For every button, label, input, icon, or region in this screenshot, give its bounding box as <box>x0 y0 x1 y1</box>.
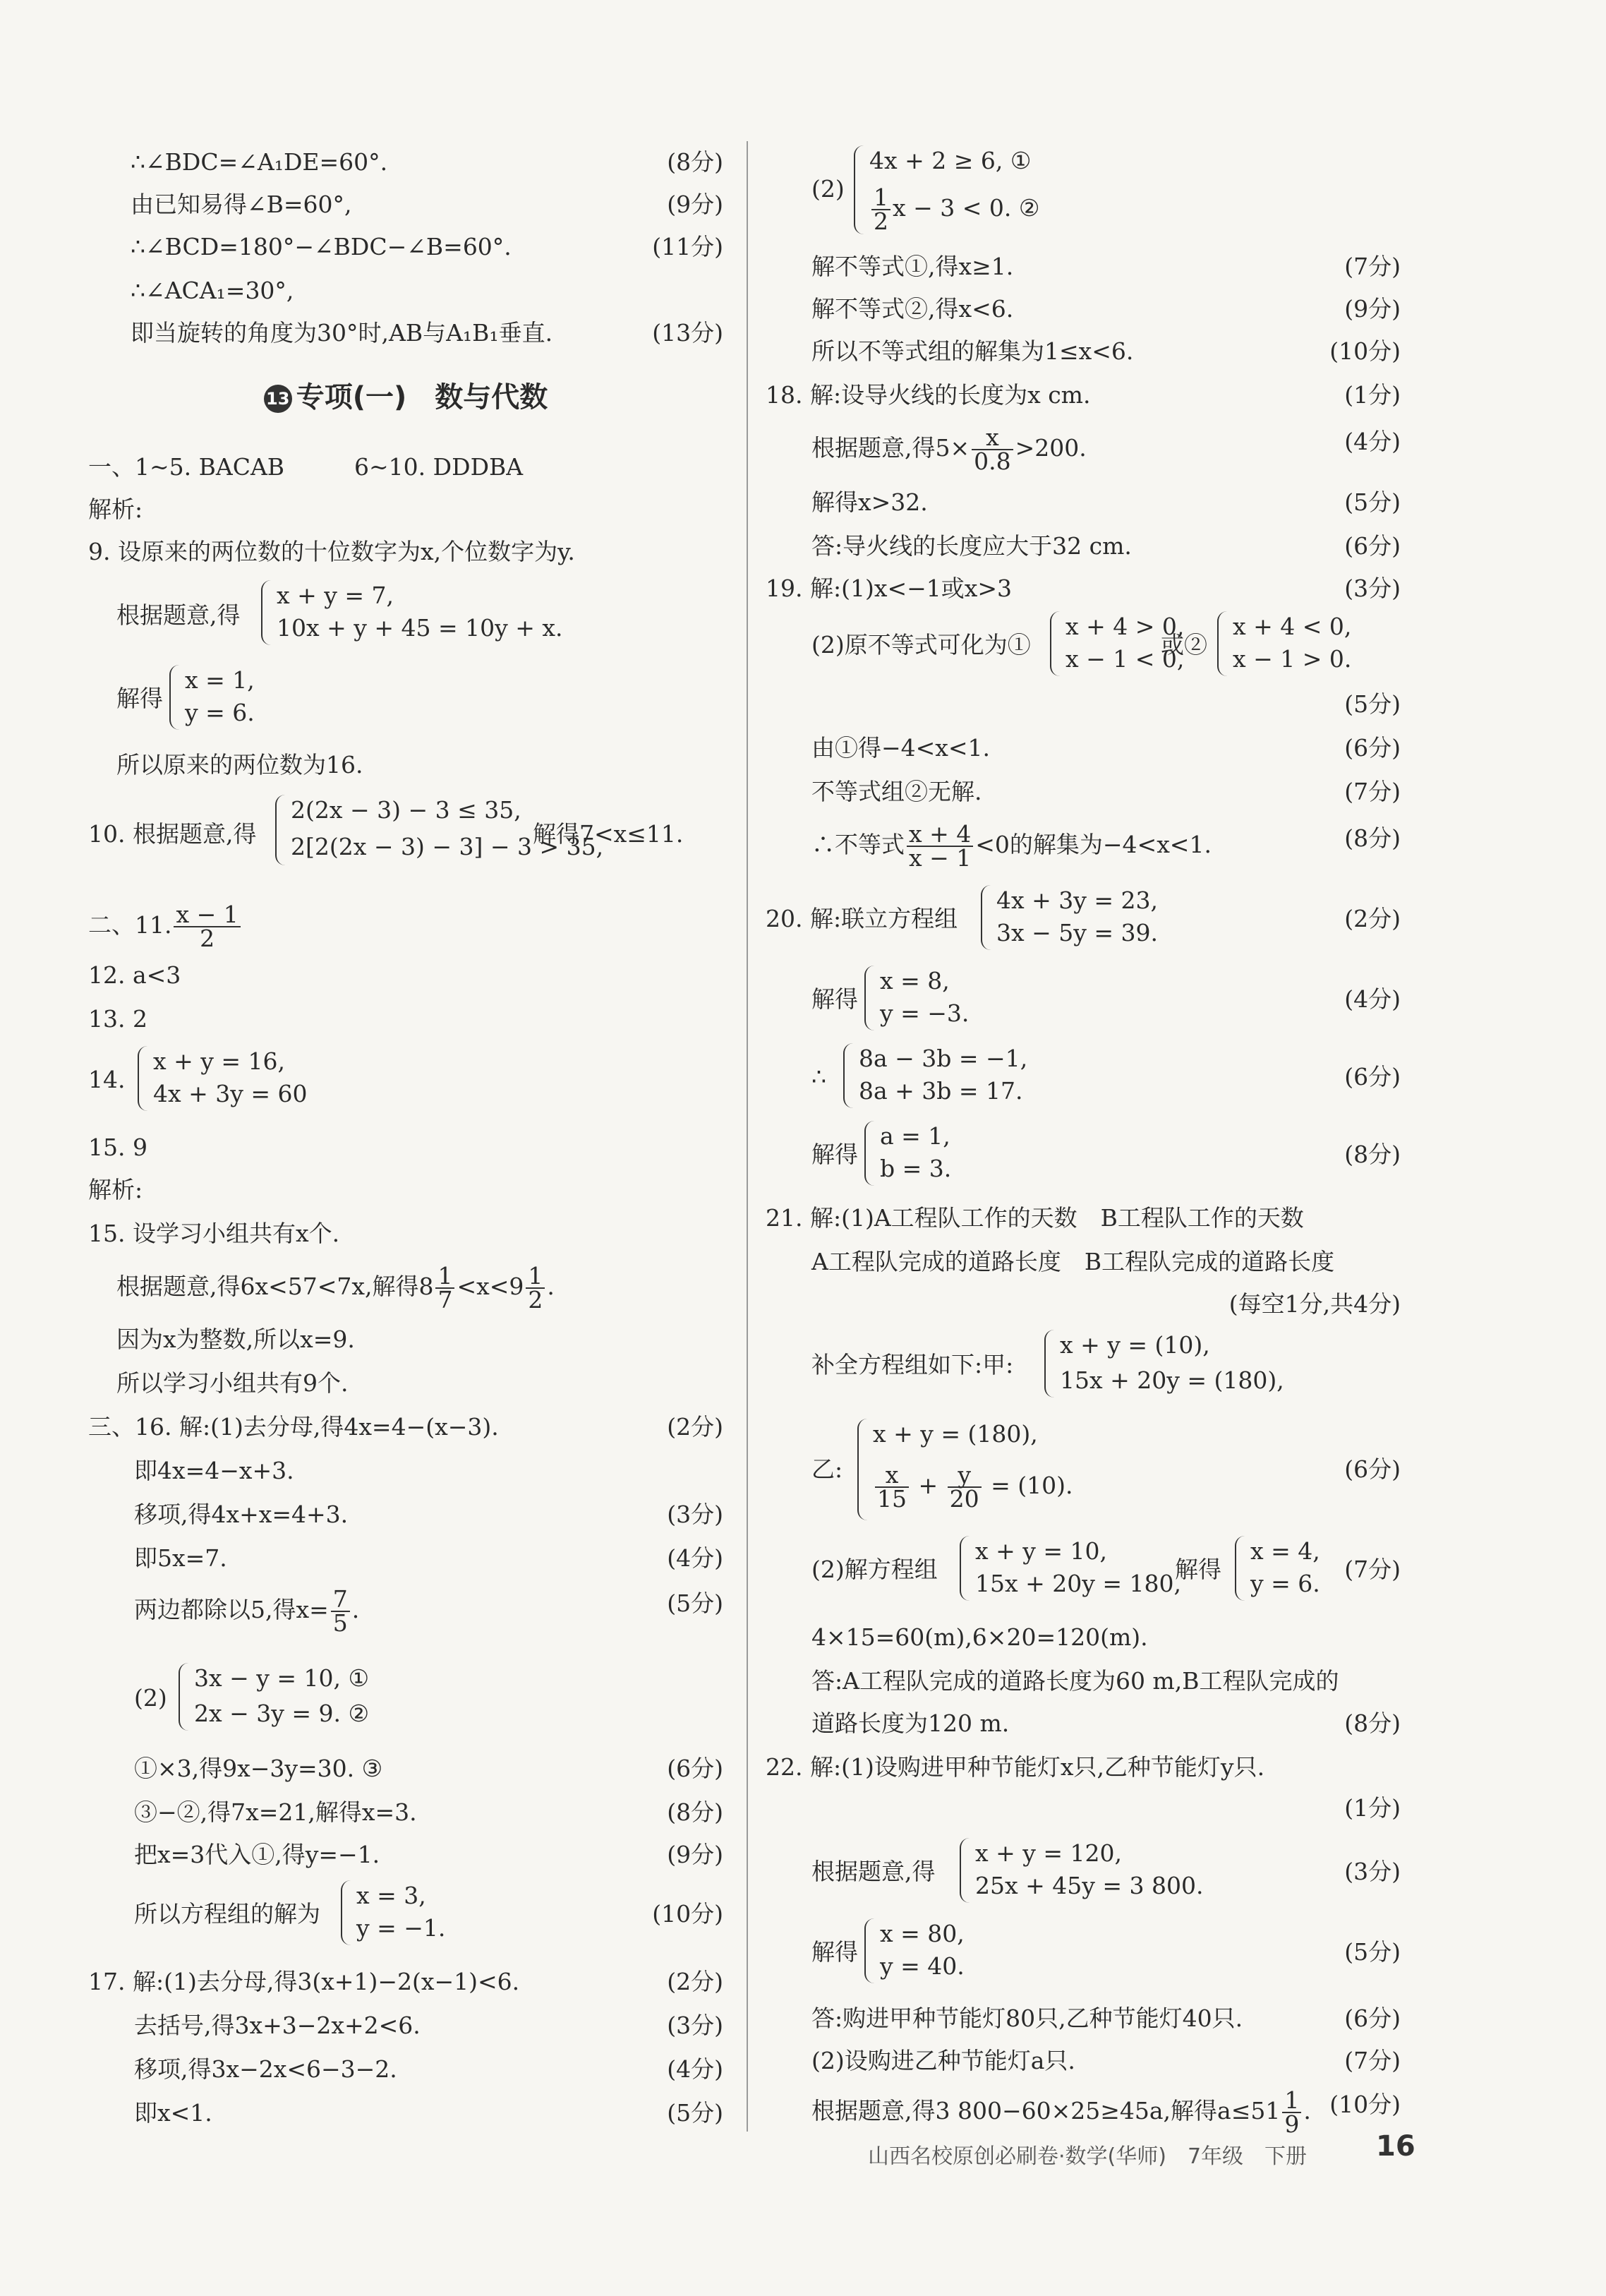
score: (每空1分,共4分) <box>1228 1290 1401 1318</box>
line-text: 解得 <box>811 1141 858 1168</box>
denominator: x − 1 <box>909 844 972 872</box>
line-text: 18. 解:设导火线的长度为x cm. <box>766 381 1091 409</box>
brace <box>261 580 272 645</box>
line-text: 道路长度为120 m. <box>811 1709 1010 1737</box>
equation-text: x − 3 < 0. ② <box>893 194 1040 222</box>
score: (4分) <box>667 1544 723 1572</box>
score: (5分) <box>1344 488 1401 516</box>
line-text: 15. 设学习小组共有x个. <box>88 1220 340 1247</box>
line-text: 移项,得4x+x=4+3. <box>134 1501 349 1528</box>
line-text: 21. 解:(1)A工程队工作的天数 B工程队工作的天数 <box>766 1204 1304 1232</box>
line-text: ∴ <box>811 1063 826 1090</box>
equation: x + y = (180), <box>873 1420 1038 1448</box>
line-text <box>811 423 1087 475</box>
equation-text: = (10). <box>991 1472 1073 1499</box>
line-text: ③−②,得7x=21,解得x=3. <box>134 1798 417 1826</box>
text-part: 两边都除以5,得x= <box>134 1596 329 1623</box>
line-text: 或② <box>1161 631 1207 659</box>
equation: x − 1 < 0, <box>1065 645 1185 673</box>
line-text: 解得 <box>811 985 858 1013</box>
denominator: 2 <box>528 1286 543 1314</box>
equation: y = 6. <box>1250 1570 1320 1597</box>
brace <box>169 665 181 730</box>
line-text: 9. 设原来的两位数的十位数字为x,个位数字为y. <box>88 538 575 565</box>
numerator: 1 <box>871 186 890 210</box>
line <box>88 1262 723 1314</box>
line-text: (2)解方程组 <box>811 1556 938 1583</box>
equation: x + y = (10), <box>1060 1331 1210 1359</box>
equation: 2[2(2x − 3) − 3] − 3 > 35, <box>291 833 604 860</box>
line-text: 根据题意,得 <box>811 1858 936 1885</box>
line-text: ①×3,得9x−3y=30. ③ <box>134 1755 383 1782</box>
text-part: . <box>351 1596 360 1623</box>
line-text: ∴∠ACA₁=30°, <box>131 277 294 304</box>
equation: 15x + 20y = (180), <box>1060 1366 1284 1394</box>
line-text: 答:购进甲种节能灯80只,乙种节能灯40只. <box>811 2005 1243 2032</box>
equation: 4x + 3y = 60 <box>153 1080 308 1107</box>
line-text <box>811 820 1212 872</box>
equation <box>869 186 1039 233</box>
brace <box>857 1419 869 1520</box>
brace <box>1044 1330 1056 1398</box>
score: (10分) <box>1329 337 1401 365</box>
denominator: 5 <box>332 1609 348 1637</box>
line-text: (2) <box>134 1684 167 1712</box>
denominator: 7 <box>437 1286 453 1314</box>
line-text: 即当旋转的角度为30°时,AB与A₁B₁垂直. <box>131 319 553 347</box>
equation: $\frac{x}{15}$ + $\frac{y}{20}$ = (10). <box>873 1464 1073 1510</box>
numerator: x <box>972 426 1013 450</box>
score: (8分) <box>667 1798 723 1826</box>
equation: a = 1, <box>880 1122 950 1150</box>
score: (2分) <box>667 1413 723 1441</box>
score: (9分) <box>667 191 723 218</box>
score: (10分) <box>652 1900 723 1928</box>
numerator: 1 <box>435 1265 454 1289</box>
line-text: 解得7<x≤11. <box>533 820 684 848</box>
page-number: 16 <box>1376 2130 1415 2163</box>
denominator: 2 <box>874 208 888 235</box>
score: (5分) <box>1344 1938 1401 1966</box>
line-text: 去括号,得3x+3−2x+2<6. <box>134 2012 421 2039</box>
equation: x = 3, <box>356 1882 426 1909</box>
line-text: 所以不等式组的解集为1≤x<6. <box>811 337 1134 365</box>
line-text: 15. 9 <box>88 1134 147 1161</box>
score: (6分) <box>1344 532 1401 560</box>
line-text: ∴∠BCD=180°−∠BDC−∠B=60°. <box>131 233 512 260</box>
line-text: 解析: <box>88 495 143 523</box>
text-part: 根据题意,得5× <box>811 434 970 462</box>
brace <box>843 1043 855 1108</box>
fraction <box>331 1585 350 1637</box>
line-text: 由已知易得∠B=60°, <box>131 191 352 218</box>
numerator: 7 <box>331 1588 350 1612</box>
score: (4分) <box>1344 428 1401 455</box>
equation: y = 6. <box>185 699 255 726</box>
equation: x + y = 120, <box>975 1839 1122 1867</box>
score: (1分) <box>1344 1794 1401 1822</box>
equation: x = 80, <box>880 1920 965 1947</box>
fraction <box>1282 2086 1301 2138</box>
equation: 3x − y = 10, ① <box>194 1664 370 1692</box>
section-title-text: 专项(一) 数与代数 <box>296 381 548 414</box>
section-badge: 13 <box>264 385 292 413</box>
line-text <box>88 903 243 950</box>
brace <box>138 1046 149 1111</box>
score: (8分) <box>1344 824 1401 852</box>
score: (1分) <box>1344 381 1401 409</box>
line-text: 17. 解:(1)去分母,得3(x+1)−2(x−1)<6. <box>88 1968 520 1995</box>
score: (10分) <box>1329 2091 1401 2118</box>
equation: 4x + 2 ≥ 6, ① <box>869 147 1032 174</box>
equation: x − 1 > 0. <box>1233 645 1352 673</box>
line-text: 20. 解:联立方程组 <box>766 905 958 932</box>
brace <box>1217 611 1228 676</box>
score: (7分) <box>1344 1556 1401 1583</box>
line-text: 由①得−4<x<1. <box>811 734 991 762</box>
denominator: 20 <box>949 1485 979 1513</box>
equation: x = 4, <box>1250 1537 1320 1565</box>
brace <box>341 1880 352 1945</box>
numerator: x − 1 <box>174 903 240 927</box>
line-text: 所以方程组的解为 <box>134 1900 320 1928</box>
text-part: 根据题意,得3 800−60×25≥45a,解得a≤51 <box>811 2097 1281 2124</box>
score: (4分) <box>1344 985 1401 1013</box>
brace <box>864 1918 876 1983</box>
line-text: 移项,得3x−2x<6−3−2. <box>134 2055 397 2083</box>
score: (5分) <box>1344 690 1401 718</box>
line <box>766 423 1401 475</box>
equation: 8a + 3b = 17. <box>859 1077 1023 1105</box>
equation: x + y = 10, <box>975 1537 1107 1565</box>
denominator: 0.8 <box>974 447 1011 475</box>
score: (13分) <box>652 319 723 347</box>
equation: 4x + 3y = 23, <box>996 886 1158 914</box>
line-text: 22. 解:(1)设购进甲种节能灯x只,乙种节能灯y只. <box>766 1753 1265 1781</box>
brace <box>1235 1536 1246 1601</box>
line-text: 解得 <box>811 1938 858 1966</box>
column-divider <box>747 141 748 2132</box>
score: (3分) <box>667 2012 723 2039</box>
fraction <box>526 1262 545 1314</box>
line-text: 19. 解:(1)x<−1或x>3 <box>766 575 1012 602</box>
score: (7分) <box>1344 778 1401 805</box>
equation: 2(2x − 3) − 3 ≤ 35, <box>291 796 521 824</box>
fraction <box>435 1262 454 1314</box>
line-text: 4×15=60(m),6×20=120(m). <box>811 1623 1148 1651</box>
line <box>88 1585 723 1637</box>
line-text: 10. 根据题意,得 <box>88 820 257 848</box>
line-text: 即x<1. <box>134 2099 212 2127</box>
equation: x + 4 < 0, <box>1233 613 1352 640</box>
line-text: 12. a<3 <box>88 961 181 989</box>
text-part: . <box>1303 2097 1311 2124</box>
line-text: 所以原来的两位数为16. <box>116 751 363 779</box>
line-text: 即5x=7. <box>134 1544 227 1572</box>
score: (2分) <box>667 1968 723 1995</box>
line-text: 乙: <box>811 1455 843 1483</box>
score: (3分) <box>667 1501 723 1528</box>
line-text: (2)原不等式可化为① <box>811 631 1031 659</box>
line-text <box>811 2086 1311 2138</box>
equation: x + 4 > 0, <box>1065 613 1185 640</box>
equation: 25x + 45y = 3 800. <box>975 1872 1204 1899</box>
line <box>766 2086 1401 2138</box>
score: (8分) <box>1344 1141 1401 1168</box>
fraction <box>907 820 973 872</box>
score: (6分) <box>1344 2005 1401 2032</box>
text-part: ∴不等式 <box>811 831 905 858</box>
equation: 10x + y + 45 = 10y + x. <box>277 614 563 642</box>
score: (11分) <box>652 233 723 260</box>
equation: y = 40. <box>880 1952 965 1980</box>
denominator: 2 <box>200 925 215 952</box>
equation: x = 1, <box>185 666 255 694</box>
line-text: 不等式组②无解. <box>811 778 982 805</box>
score: (3分) <box>1344 575 1401 602</box>
line-text: (2)设购进乙种节能灯a只. <box>811 2047 1075 2074</box>
score: (8分) <box>1344 1709 1401 1737</box>
line-text: 答:导火线的长度应大于32 cm. <box>811 532 1132 560</box>
text-part: 根据题意,得6x<57<7x,解得8 <box>116 1273 434 1300</box>
line-text: 一、1~5. BACAB 6~10. DDDBA <box>88 453 524 481</box>
line-text: 把x=3代入①,得y=−1. <box>134 1841 380 1868</box>
line-text <box>116 1262 555 1314</box>
numerator: y <box>948 1464 982 1488</box>
line-text: 13. 2 <box>88 1005 147 1033</box>
line-text: 因为x为整数,所以x=9. <box>116 1326 355 1353</box>
score: (7分) <box>1344 2047 1401 2074</box>
fraction <box>875 1461 909 1513</box>
equation: x + y = 7, <box>277 582 394 609</box>
section-title <box>88 378 723 417</box>
line-text: 补全方程组如下:甲: <box>811 1351 1014 1378</box>
line <box>766 820 1401 872</box>
fraction <box>174 903 240 950</box>
score: (5分) <box>667 2099 723 2127</box>
equation: b = 3. <box>880 1155 952 1182</box>
line-text: 解得 <box>116 685 163 712</box>
equation: 3x − 5y = 39. <box>996 919 1158 946</box>
page-footer: 山西名校原创必刷卷·数学(华师) 7年级 下册 <box>868 2144 1308 2169</box>
equation: 8a − 3b = −1, <box>859 1045 1028 1072</box>
line-text: A工程队完成的道路长度 B工程队完成的道路长度 <box>811 1248 1335 1275</box>
line-text: 解得x>32. <box>811 488 928 516</box>
denominator: 9 <box>1284 2110 1300 2138</box>
score: (9分) <box>667 1841 723 1868</box>
numerator: 1 <box>1282 2089 1301 2113</box>
equation: y = −1. <box>356 1914 446 1942</box>
line-text: 14. <box>88 1066 126 1093</box>
fraction <box>948 1461 982 1513</box>
line-text: (2) <box>811 175 845 203</box>
brace <box>864 1121 876 1186</box>
equation: x + y = 16, <box>153 1047 285 1075</box>
brace <box>960 1536 971 1601</box>
numerator: x + 4 <box>907 823 973 847</box>
score: (6分) <box>1344 734 1401 762</box>
line-text: 根据题意,得 <box>116 601 241 629</box>
brace <box>854 145 865 234</box>
score: (5分) <box>667 1589 723 1617</box>
numerator: x <box>875 1464 909 1488</box>
score: (6分) <box>1344 1455 1401 1483</box>
equation: 2x − 3y = 9. ② <box>194 1700 370 1727</box>
line-text: 解不等式②,得x<6. <box>811 295 1014 323</box>
q11-label: 二、11. <box>88 911 172 939</box>
line-text: 解析: <box>88 1176 143 1203</box>
line-text: 即4x=4−x+3. <box>134 1457 294 1484</box>
equation: x = 8, <box>880 967 950 994</box>
brace <box>981 885 992 950</box>
equation: y = −3. <box>880 999 970 1027</box>
text-part: >200. <box>1015 434 1087 462</box>
brace <box>1050 611 1061 676</box>
equation: 15x + 20y = 180, <box>975 1570 1181 1597</box>
line-text: 所以学习小组共有9个. <box>116 1369 349 1397</box>
score: (9分) <box>1344 295 1401 323</box>
brace <box>864 966 876 1030</box>
line-text: 答:A工程队完成的道路长度为60 m,B工程队完成的 <box>811 1667 1339 1695</box>
text-part: <0的解集为−4<x<1. <box>975 831 1212 858</box>
brace <box>275 795 286 865</box>
line-text: ∴∠BDC=∠A₁DE=60°. <box>131 148 388 176</box>
fraction <box>871 186 890 233</box>
score: (3分) <box>1344 1858 1401 1885</box>
numerator: 1 <box>526 1265 545 1289</box>
score: (6分) <box>1344 1063 1401 1090</box>
score: (6分) <box>667 1755 723 1782</box>
score: (2分) <box>1344 905 1401 932</box>
fraction <box>972 423 1013 475</box>
score: (8分) <box>667 148 723 176</box>
score: (7分) <box>1344 253 1401 280</box>
denominator: 15 <box>877 1485 907 1513</box>
line-text: 三、16. 解:(1)去分母,得4x=4−(x−3). <box>88 1413 499 1441</box>
line-text <box>134 1585 360 1637</box>
brace <box>179 1663 190 1731</box>
line-text: 解不等式①,得x≥1. <box>811 253 1014 280</box>
score: (4分) <box>667 2055 723 2083</box>
brace <box>960 1838 971 1903</box>
line-text: 解得 <box>1175 1556 1221 1583</box>
text-part: . <box>547 1273 555 1300</box>
text-part: <x<9 <box>457 1273 524 1300</box>
